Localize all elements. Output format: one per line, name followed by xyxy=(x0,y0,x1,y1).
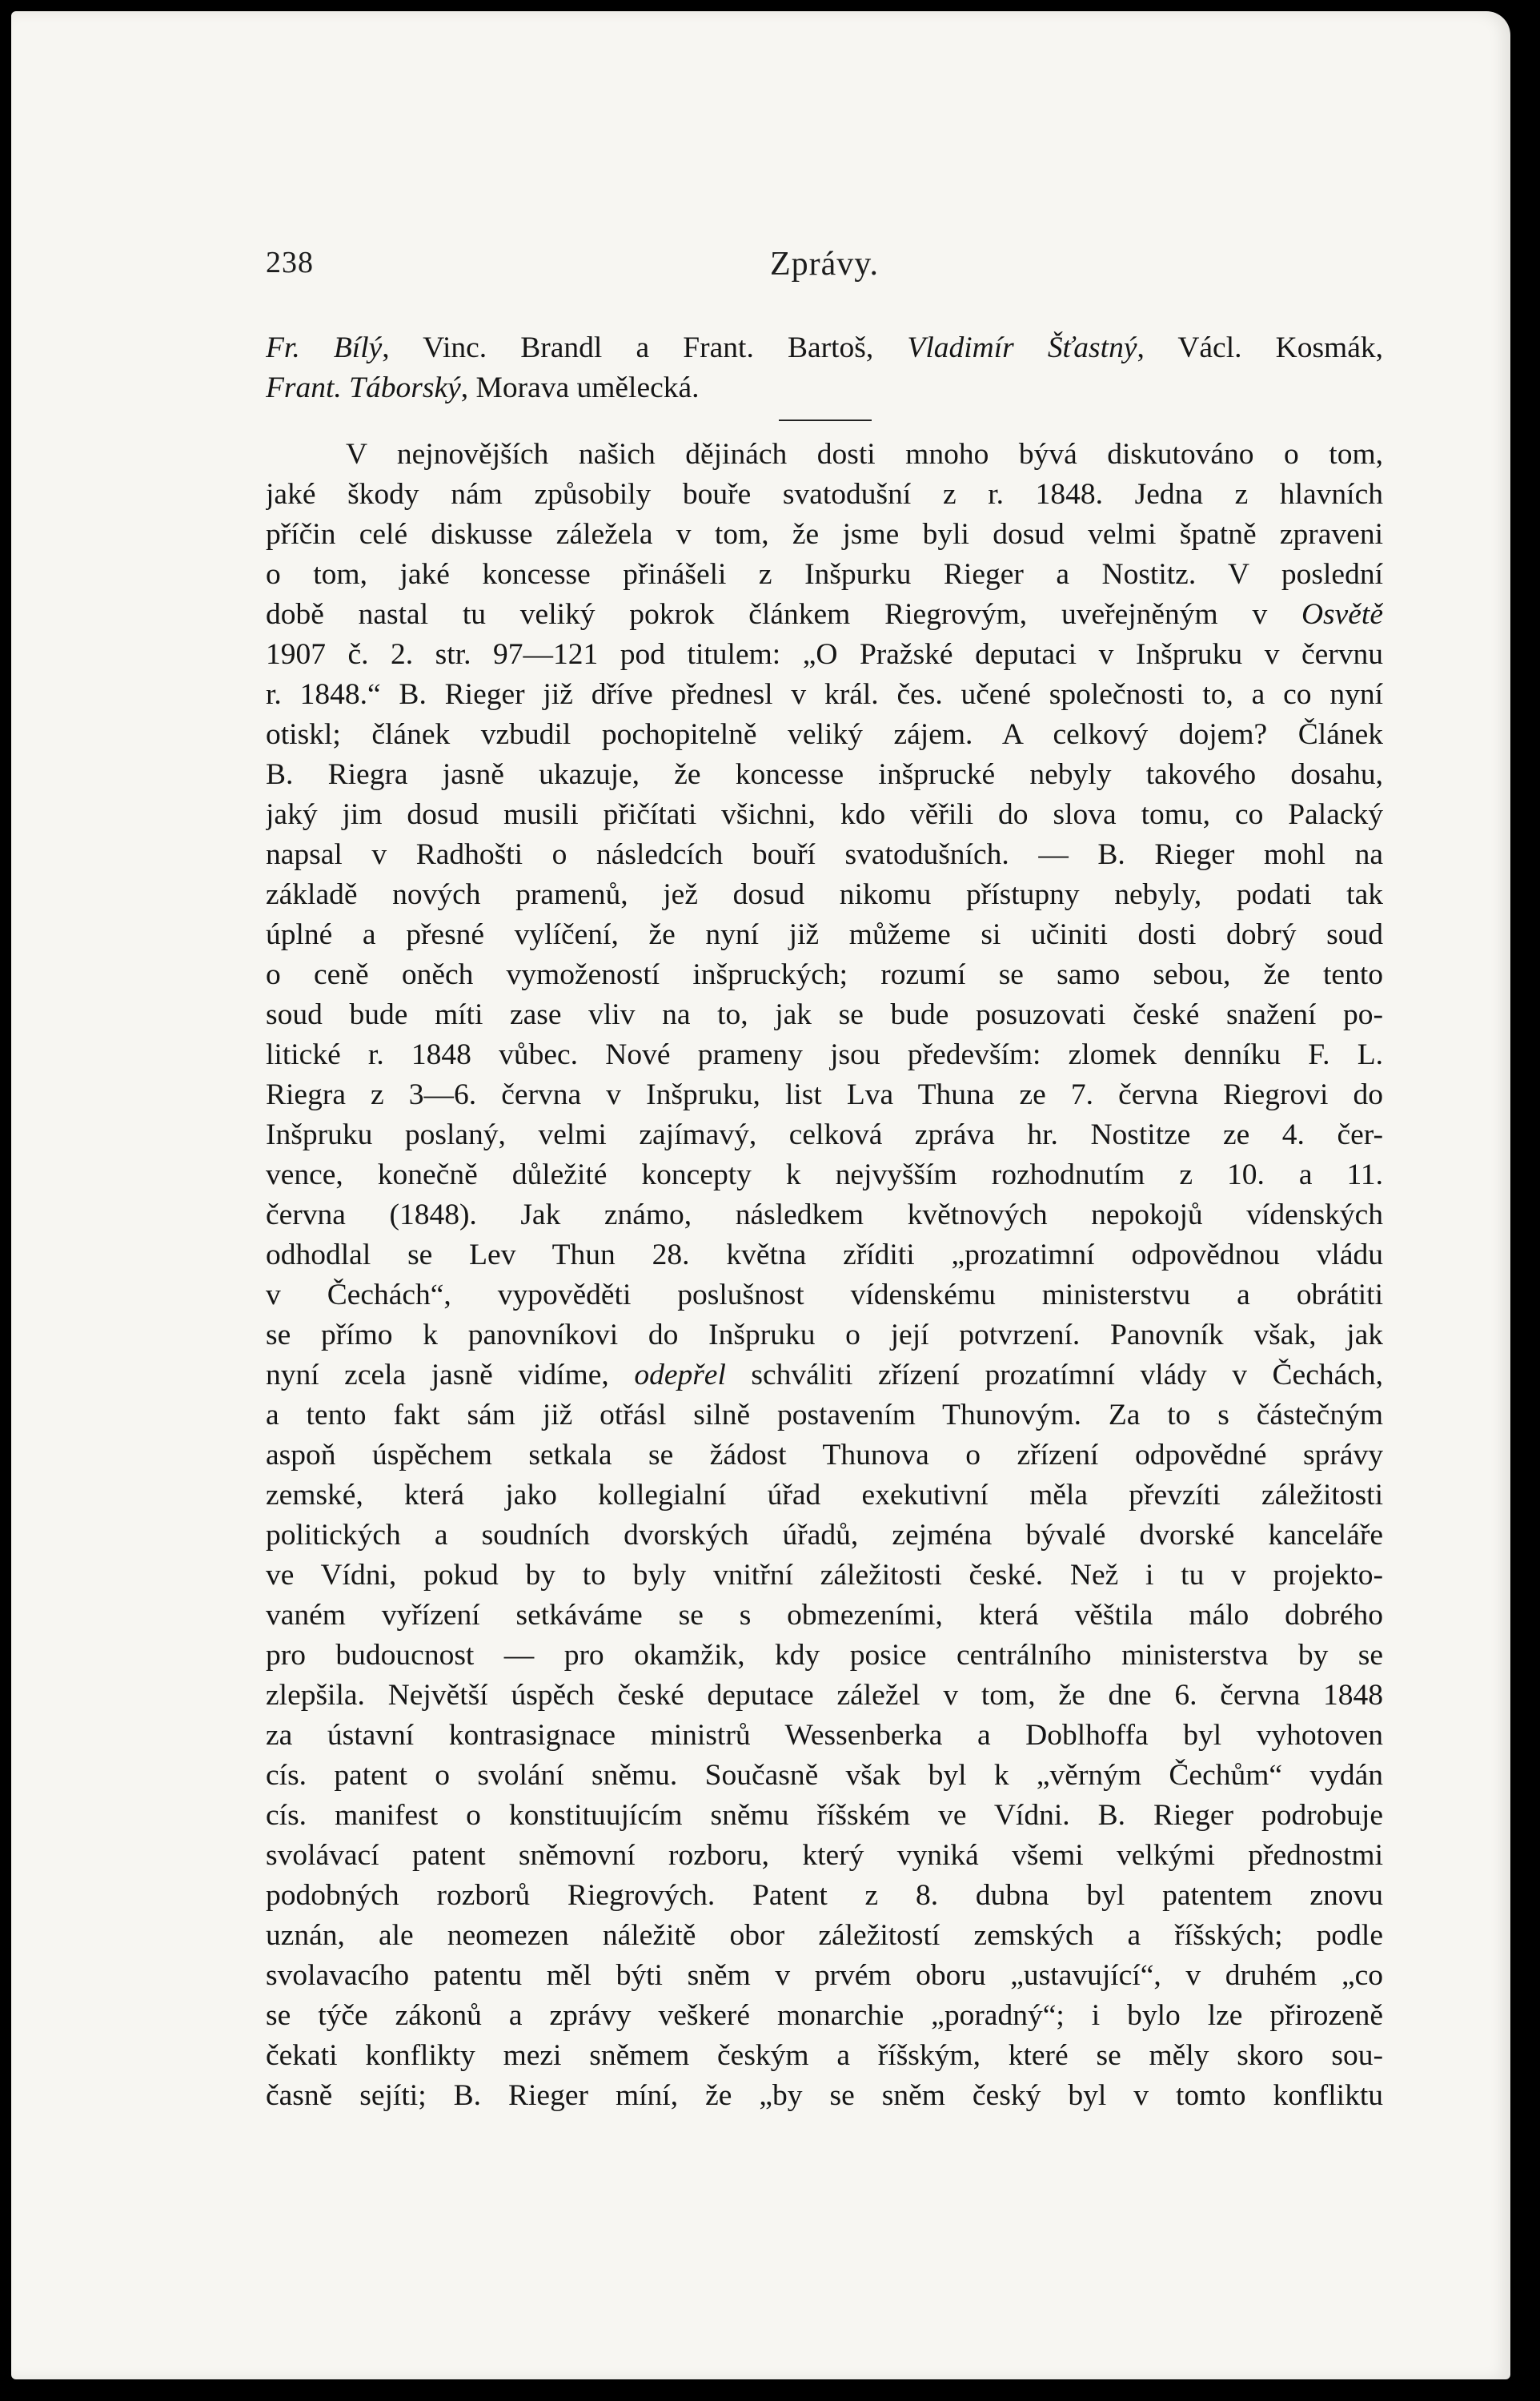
text-line: uznán, ale neomezen náležitě obor záležitostí zemských a říšských; podle xyxy=(266,1919,1383,1952)
text-line: politických a soudních dvorských úřadů, zejména bývalé dvorské kanceláře xyxy=(266,1519,1383,1552)
attribution-text: , Václ. Kosmák, xyxy=(1137,331,1383,364)
author-name: Fr. Bílý xyxy=(266,331,383,364)
author-name: Vladimír Šťastný xyxy=(907,331,1137,364)
text-line: době nastal tu veliký pokrok článkem Riegrovým, uveřejněným v Osvětě xyxy=(266,598,1383,631)
text-line: ve Vídni, pokud by to byly vnitřní záležitosti české. Než i tu v projekto- xyxy=(266,1559,1383,1592)
text-line: a tento fakt sám již otřásl silně postavením Thunovým. Za to s částečným xyxy=(266,1399,1383,1431)
text-line: vaném vyřízení setkáváme se s obmezeními, která věštila málo dobrého xyxy=(266,1599,1383,1632)
emphasis: odepřel xyxy=(634,1359,726,1391)
page-header xyxy=(266,245,1383,293)
attribution-line xyxy=(266,368,1383,408)
body-text xyxy=(266,328,1383,2116)
attribution-text: , Morava umělecká. xyxy=(460,371,700,404)
attribution-text: , Vinc. Brandl a Frant. Bartoš, xyxy=(382,331,908,364)
author-name: Frant. Táborský xyxy=(266,371,461,404)
text-line: vence, konečně důležité koncepty k nejvyšším rozhodnutím z 10. a 11. xyxy=(266,1158,1383,1191)
section-divider xyxy=(266,408,1383,435)
text-line: o ceně oněch vymožeností inšpruckých; rozumí se samo sebou, že tento xyxy=(266,958,1383,991)
text-line: odhodlal se Lev Thun 28. května zříditi „prozatimní odpovědnou vládu xyxy=(266,1239,1383,1271)
paragraph xyxy=(266,435,1383,2116)
text-line: napsal v Radhošti o následcích bouří svatodušních. — B. Rieger mohl na xyxy=(266,838,1383,871)
text-line: za ústavní kontrasignace ministrů Wessenberka a Doblhoffa byl vyhotoven xyxy=(266,1719,1383,1752)
text-line: zemské, která jako kollegialní úřad exekutivní měla převzíti záležitosti xyxy=(266,1479,1383,1512)
text-line: se přímo k panovníkovi do Inšpruku o její potvrzení. Panovník však, jak xyxy=(266,1319,1383,1351)
text-line: pro budoucnost — pro okamžik, kdy posice centrálního ministerstva by se xyxy=(266,1639,1383,1672)
text-line: svolavacího patentu měl býti sněm v prvém oboru „ustavující“, v druhém „co xyxy=(266,1959,1383,1992)
text-line: časně sejíti; B. Rieger míní, že „by se sněm český byl v tomto konfliktu xyxy=(266,2079,1383,2112)
text-line: června (1848). Jak známo, následkem květnových nepokojů vídenských xyxy=(266,1198,1383,1231)
text-line: příčin celé diskusse záležela v tom, že jsme byli dosud velmi špatně zpraveni xyxy=(266,518,1383,551)
text-line: soud bude míti zase vliv na to, jak se bude posuzovati české snažení po- xyxy=(266,998,1383,1031)
text-line: cís. patent o svolání sněmu. Současně však byl k „věrným Čechům“ vydán xyxy=(266,1759,1383,1792)
running-head: Zprávy. xyxy=(769,246,880,283)
text-line: V nejnovějších našich dějinách dosti mnoho bývá diskutováno o tom, xyxy=(346,438,1383,471)
text-line: v Čechách“, vypověděti poslušnost vídenskému ministerstvu a obrátiti xyxy=(266,1279,1383,1311)
text-line: B. Riegra jasně ukazuje, že koncesse inšprucké nebyly takového dosahu, xyxy=(266,758,1383,791)
emphasis: Osvětě xyxy=(1301,598,1383,631)
text-line: aspoň úspěchem setkala se žádost Thunova o zřízení odpovědné správy xyxy=(266,1439,1383,1472)
text-line: litické r. 1848 vůbec. Nové prameny jsou především: zlomek denníku F. L. xyxy=(266,1038,1383,1071)
text-line: zlepšila. Největší úspěch české deputace záležel v tom, že dne 6. června 1848 xyxy=(266,1679,1383,1712)
text-line: svolávací patent sněmovní rozboru, který vyniká všemi velkými přednostmi xyxy=(266,1839,1383,1872)
text-line: základě nových pramenů, jež dosud nikomu přístupny nebyly, podati tak xyxy=(266,878,1383,911)
attribution-line xyxy=(266,328,1383,368)
text-line: jaké škody nám způsobily bouře svatodušní z r. 1848. Jedna z hlavních xyxy=(266,478,1383,511)
text-line: otiskl; článek vzbudil pochopitelně veliký zájem. A celkový dojem? Článek xyxy=(266,718,1383,751)
text-line: cís. manifest o konstituujícím sněmu říšském ve Vídni. B. Rieger podrobuje xyxy=(266,1799,1383,1832)
text-line: nyní zcela jasně vidíme, odepřel schváliti zřízení prozatímní vlády v Čechách, xyxy=(266,1359,1383,1391)
text-line: úplné a přesné vylíčení, že nyní již můžeme si učiniti dosti dobrý soud xyxy=(266,918,1383,951)
text-line: se týče zákonů a zprávy veškeré monarchie „poradný“; i bylo lze přirozeně xyxy=(266,1999,1383,2032)
text-line: Riegra z 3—6. června v Inšpruku, list Lva Thuna ze 7. června Riegrovi do xyxy=(266,1078,1383,1111)
text-line: Inšpruku poslaný, velmi zajímavý, celková zpráva hr. Nostitze ze 4. čer- xyxy=(266,1118,1383,1151)
book-page xyxy=(11,11,1510,2379)
text-line: o tom, jaké koncesse přinášeli z Inšpurku Rieger a Nostitz. V poslední xyxy=(266,558,1383,591)
text-line: jaký jim dosud musili přičítati všichni, kdo věřili do slova tomu, co Palacký xyxy=(266,798,1383,831)
text-line: 1907 č. 2. str. 97—121 pod titulem: „O Pražské deputaci v Inšpruku v červnu xyxy=(266,638,1383,671)
text-line: podobných rozborů Riegrových. Patent z 8. dubna byl patentem znovu xyxy=(266,1879,1383,1912)
page-number: 238 xyxy=(266,246,314,279)
text-line: čekati konflikty mezi sněmem českým a říšským, které se měly skoro sou- xyxy=(266,2039,1383,2072)
text-line: r. 1848.“ B. Rieger již dříve přednesl v král. čes. učené společnosti to, a co nyní xyxy=(266,678,1383,711)
